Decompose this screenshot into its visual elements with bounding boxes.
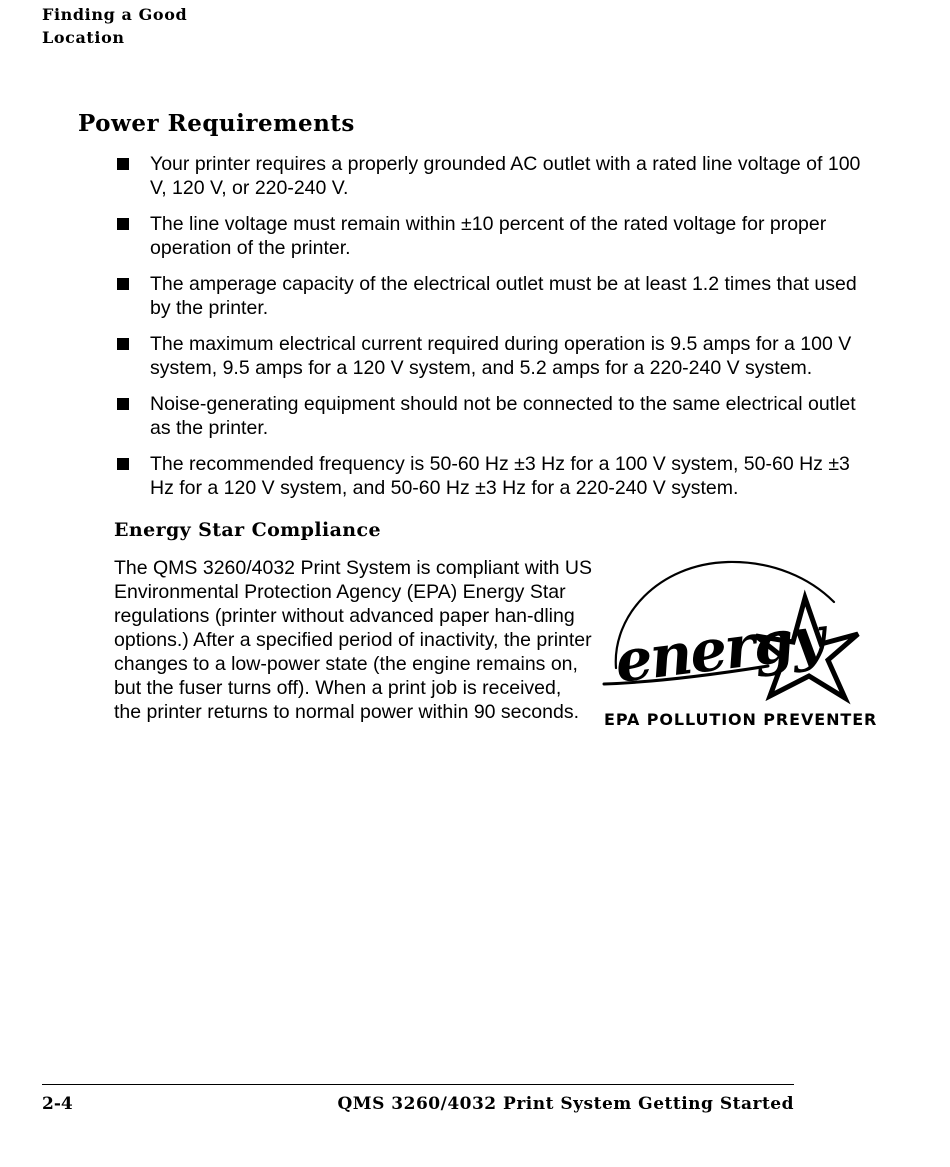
logo-caption: EPA POLLUTION PREVENTER (604, 710, 878, 729)
footer-book-title: QMS 3260/4032 Print System Getting Started (337, 1094, 794, 1114)
list-item-text: The amperage capacity of the electrical outlet must be at least 1.2 times that used by the printer. (150, 273, 857, 319)
footer-rule (42, 1084, 794, 1085)
list-item-text: The line voltage must remain within ±10 percent of the rated voltage for proper operation of the printer. (150, 213, 827, 259)
list-item-text: Noise-generating equipment should not be connected to the same electrical outlet as the printer. (150, 393, 856, 439)
running-head-line-2: Location (42, 28, 125, 47)
running-head-line-1: Finding a Good (42, 5, 188, 24)
list-item (112, 452, 864, 500)
page-number: 2-4 (42, 1094, 73, 1114)
list-item (112, 272, 864, 320)
square-bullet-icon (117, 218, 129, 230)
square-bullet-icon (117, 158, 129, 170)
square-bullet-icon (117, 458, 129, 470)
list-item-text: The recommended frequency is 50-60 Hz ±3 Hz for a 100 V system, 50-60 Hz ±3 Hz for a 120 V system, and 50-60 Hz ±3 Hz for a 220-240 V system. (150, 453, 850, 499)
list-item-text: Your printer requires a properly grounded AC outlet with a rated line voltage of 100 V, 120 V, or 220-240 V. (150, 153, 861, 199)
running-head (42, 3, 242, 49)
list-item (112, 152, 864, 200)
energy-star-icon (598, 556, 864, 706)
square-bullet-icon (117, 338, 129, 350)
section-title-energy-star: Energy Star Compliance (114, 519, 381, 541)
square-bullet-icon (117, 278, 129, 290)
list-item-text: The maximum electrical current required during operation is 9.5 amps for a 100 V system, 9.5 amps for a 120 V system, and 5.2 amps for a 220-240 V system. (150, 333, 852, 379)
power-requirements-list (112, 152, 864, 512)
section-title-power-requirements: Power Requirements (78, 110, 355, 137)
list-item (112, 212, 864, 260)
list-item (112, 392, 864, 440)
energy-star-paragraph: The QMS 3260/4032 Print System is compliant with US Environmental Protection Agency (EPA) Energy Star regulations (printer without advanced paper han-dling options.) After a specified period of inactivity, the printer changes to a low-power state (the engine remains on, but the fuser turns off). When a print job is received, the printer returns to normal power within 90 seconds. (114, 557, 592, 723)
square-bullet-icon (117, 398, 129, 410)
svg-text:energy: energy (611, 602, 827, 696)
list-item (112, 332, 864, 380)
energy-star-logo (598, 556, 878, 736)
